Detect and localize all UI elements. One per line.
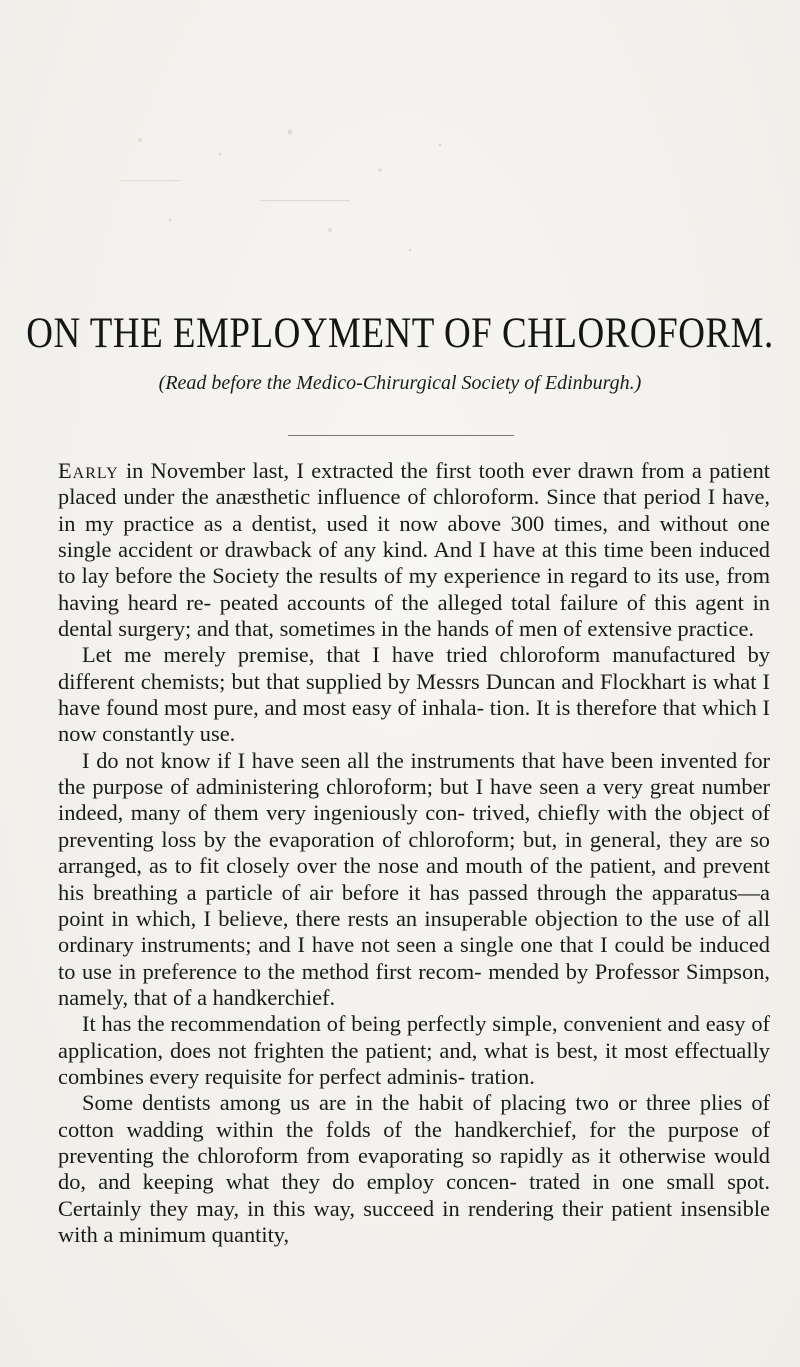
article-body bbox=[58, 458, 770, 1248]
title-divider bbox=[288, 435, 514, 436]
page-title: ON THE EMPLOYMENT OF CHLOROFORM. bbox=[26, 309, 774, 358]
show-through-texture bbox=[80, 110, 500, 280]
paragraph-5: Some dentists among us are in the habit of placing two or three plies of cotton wadding within the folds of the handkerchief, for the purpose of preventing the chloroform from evaporating so rapidly as it otherwise would do, and keeping what they do employ concen- trated in one small spot. Certainly they may, in this way, succeed in rendering their patient insensible with a minimum quantity, bbox=[58, 1090, 770, 1247]
paragraph-1 bbox=[58, 458, 770, 642]
drop-lead-word: Early bbox=[58, 458, 119, 483]
paragraph-3: I do not know if I have seen all the instruments that have been invented for the purpose of administering chloroform; but I have seen a very great number indeed, many of them very ingeniously con- trived, chiefly with the object of preventing loss by the evaporation of chloroform; but, in general, they are so arranged, as to fit closely over the nose and mouth of the patient, and prevent his breathing a particle of air before it has passed through the apparatus—a point in which, I believe, there rests an insuperable objection to the use of all ordinary instruments; and I have not seen a single one that I could be induced to use in preference to the method first recom- mended by Professor Simpson, namely, that of a handkerchief. bbox=[58, 747, 770, 1010]
paragraph-2: Let me merely premise, that I have tried chloroform manufactured by different chemists; but that supplied by Messrs Duncan and Flockhart is what I have found most pure, and most easy of inhala- tion. It is therefore that which I now constantly use. bbox=[58, 642, 770, 747]
paragraph-4: It has the recommendation of being perfectly simple, convenient and easy of application, does not frighten the patient; and, what is best, it most effectually combines every requisite for perfect adminis- tration. bbox=[58, 1011, 770, 1089]
paragraph-1-text: in November last, I extracted the first tooth ever drawn from a patient placed under the anæsthetic influence of chloroform. Since that period I have, in my practice as a dentist, used it now above 300 times, and without one single accident or drawback of any kind. And I have at this time been induced to lay before the Society the results of my experience in regard to its use, from having heard re- peated accounts of the alleged total failure of this agent in dental surgery; and that, sometimes in the hands of men of extensive practice. bbox=[58, 458, 770, 642]
page-subtitle: (Read before the Medico-Chirurgical Society of Edinburgh.) bbox=[158, 372, 642, 394]
